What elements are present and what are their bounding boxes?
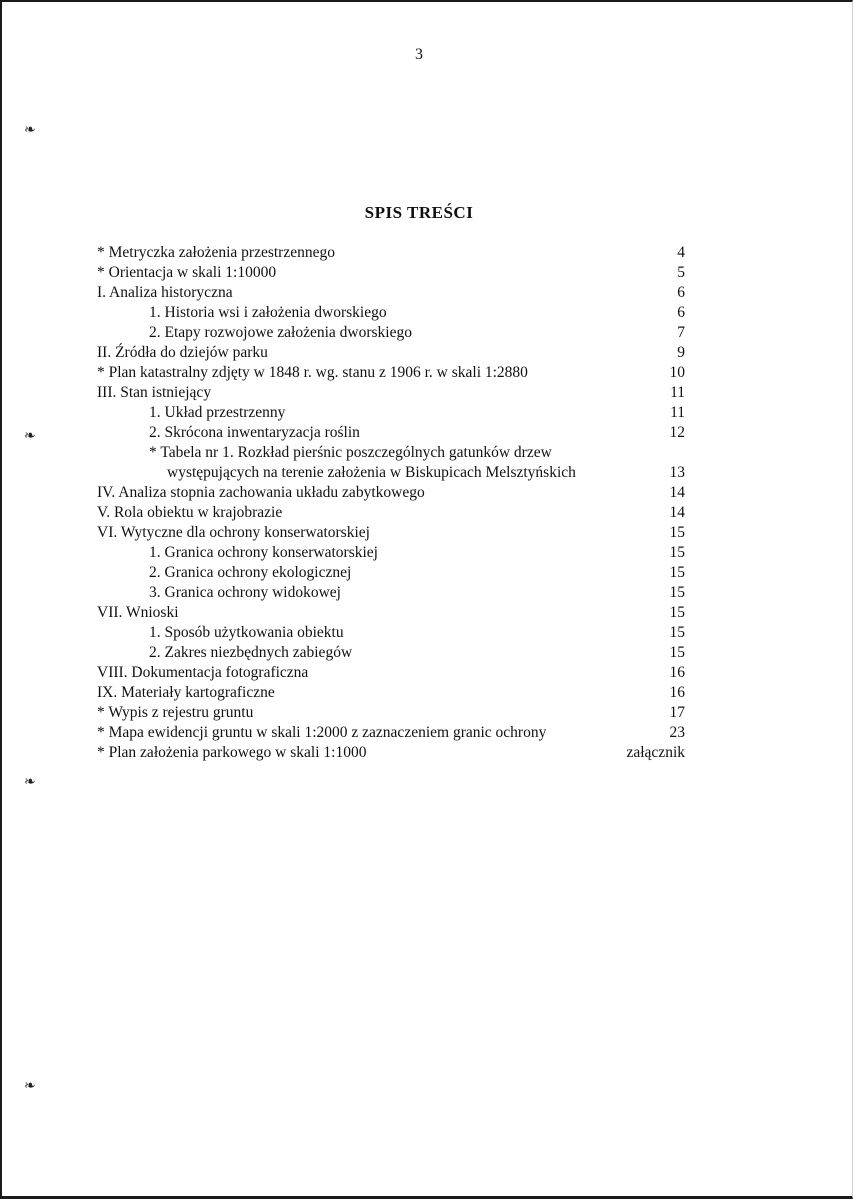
binding-hole-mark-icon: ❧: [24, 1079, 36, 1094]
toc-entry-label: * Orientacja w skali 1:10000: [97, 264, 277, 281]
toc-entry-page: 10: [669, 364, 685, 381]
toc-entry-page: 23: [669, 724, 685, 741]
toc-entry[interactable]: [97, 723, 685, 743]
toc-entry-label: 1. Historia wsi i założenia dworskiego: [149, 304, 387, 321]
page-number: 3: [415, 46, 423, 63]
toc-entry-label: * Plan założenia parkowego w skali 1:1000: [97, 744, 367, 761]
toc-entry[interactable]: [97, 643, 685, 663]
toc-entry[interactable]: [97, 363, 685, 383]
toc-entry-label: VI. Wytyczne dla ochrony konserwatorskiej: [97, 524, 370, 541]
toc-entry-label: * Wypis z rejestru gruntu: [97, 704, 254, 721]
toc-entry-page: 11: [670, 404, 685, 421]
binding-hole-mark-icon: ❧: [24, 775, 36, 790]
toc-entry[interactable]: [97, 503, 685, 523]
toc-entry[interactable]: [97, 303, 685, 323]
toc-entry-page: 16: [669, 664, 685, 681]
toc-entry-page: 15: [669, 644, 685, 661]
table-of-contents: [97, 243, 685, 763]
toc-entry-page: 15: [669, 564, 685, 581]
toc-entry-page: 11: [670, 384, 685, 401]
toc-entry[interactable]: [97, 263, 685, 283]
toc-entry-label: 2. Zakres niezbędnych zabiegów: [149, 644, 353, 661]
toc-entry[interactable]: [97, 703, 685, 723]
toc-entry-page: 15: [669, 624, 685, 641]
toc-entry-page: 15: [669, 604, 685, 621]
toc-entry[interactable]: [97, 423, 685, 443]
toc-entry-label-continued: występujących na terenie założenia w Biskupicach Melsztyńskich: [167, 464, 576, 481]
toc-entry-page: 16: [669, 684, 685, 701]
toc-entry-label: II. Źródła do dziejów parku: [97, 344, 268, 361]
toc-entry-page: 14: [669, 504, 685, 521]
toc-entry[interactable]: [97, 683, 685, 703]
toc-entry-label: 2. Etapy rozwojowe założenia dworskiego: [149, 324, 412, 341]
toc-entry[interactable]: [97, 603, 685, 623]
toc-entry-page: 15: [669, 584, 685, 601]
toc-entry-label: VIII. Dokumentacja fotograficzna: [97, 664, 309, 681]
toc-entry-page: 9: [677, 344, 685, 361]
binding-hole-mark-icon: ❧: [24, 123, 36, 138]
toc-entry-label: * Plan katastralny zdjęty w 1848 r. wg. stanu z 1906 r. w skali 1:2880: [97, 364, 528, 381]
binding-hole-mark-icon: ❧: [24, 429, 36, 444]
toc-entry-label: 1. Układ przestrzenny: [149, 404, 286, 421]
toc-entry[interactable]: [97, 383, 685, 403]
toc-entry-label: 1. Sposób użytkowania obiektu: [149, 624, 344, 641]
toc-entry[interactable]: [97, 283, 685, 303]
toc-entry-label: * Metryczka założenia przestrzennego: [97, 244, 335, 261]
toc-entry-page: 7: [677, 324, 685, 341]
toc-entry[interactable]: [97, 483, 685, 503]
toc-entry[interactable]: [97, 403, 685, 423]
toc-entry-label: * Mapa ewidencji gruntu w skali 1:2000 z zaznaczeniem granic ochrony: [97, 724, 547, 741]
toc-entry-page: 6: [677, 284, 685, 301]
toc-entry-page: 17: [669, 704, 685, 721]
toc-entry-page: 15: [669, 524, 685, 541]
toc-entry-label: 2. Skrócona inwentaryzacja roślin: [149, 424, 360, 441]
toc-entry-label: 3. Granica ochrony widokowej: [149, 584, 341, 601]
toc-entry-label: VII. Wnioski: [97, 604, 179, 621]
toc-entry[interactable]: [97, 523, 685, 543]
toc-entry-label: 2. Granica ochrony ekologicznej: [149, 564, 352, 581]
toc-entry-label: 1. Granica ochrony konserwatorskiej: [149, 544, 378, 561]
page-title: SPIS TREŚCI: [364, 203, 474, 222]
toc-entry-label: I. Analiza historyczna: [97, 284, 233, 301]
toc-entry-page: 15: [669, 544, 685, 561]
toc-entry-page: 6: [677, 304, 685, 321]
toc-entry[interactable]: [97, 343, 685, 363]
toc-entry-page: 4: [677, 244, 685, 261]
toc-entry-page: 14: [669, 484, 685, 501]
toc-entry[interactable]: [97, 623, 685, 643]
toc-entry[interactable]: [97, 323, 685, 343]
toc-entry-label: * Tabela nr 1. Rozkład pierśnic poszczególnych gatunków drzew: [149, 444, 552, 461]
toc-entry-page: 5: [677, 264, 685, 281]
toc-entry-label: IV. Analiza stopnia zachowania układu zabytkowego: [97, 484, 425, 501]
toc-entry[interactable]: [97, 583, 685, 603]
toc-entry[interactable]: [97, 663, 685, 683]
toc-entry[interactable]: [97, 543, 685, 563]
toc-entry-page: załącznik: [626, 744, 685, 761]
toc-entry-label: IX. Materiały kartograficzne: [97, 684, 275, 701]
toc-entry[interactable]: [97, 443, 685, 483]
toc-entry[interactable]: [97, 563, 685, 583]
toc-entry-label: III. Stan istniejący: [97, 384, 212, 401]
toc-entry-page: 13: [669, 464, 685, 481]
toc-entry-label: V. Rola obiektu w krajobrazie: [97, 504, 283, 521]
toc-entry[interactable]: [97, 243, 685, 263]
toc-entry[interactable]: [97, 743, 685, 763]
toc-entry-page: 12: [669, 424, 685, 441]
